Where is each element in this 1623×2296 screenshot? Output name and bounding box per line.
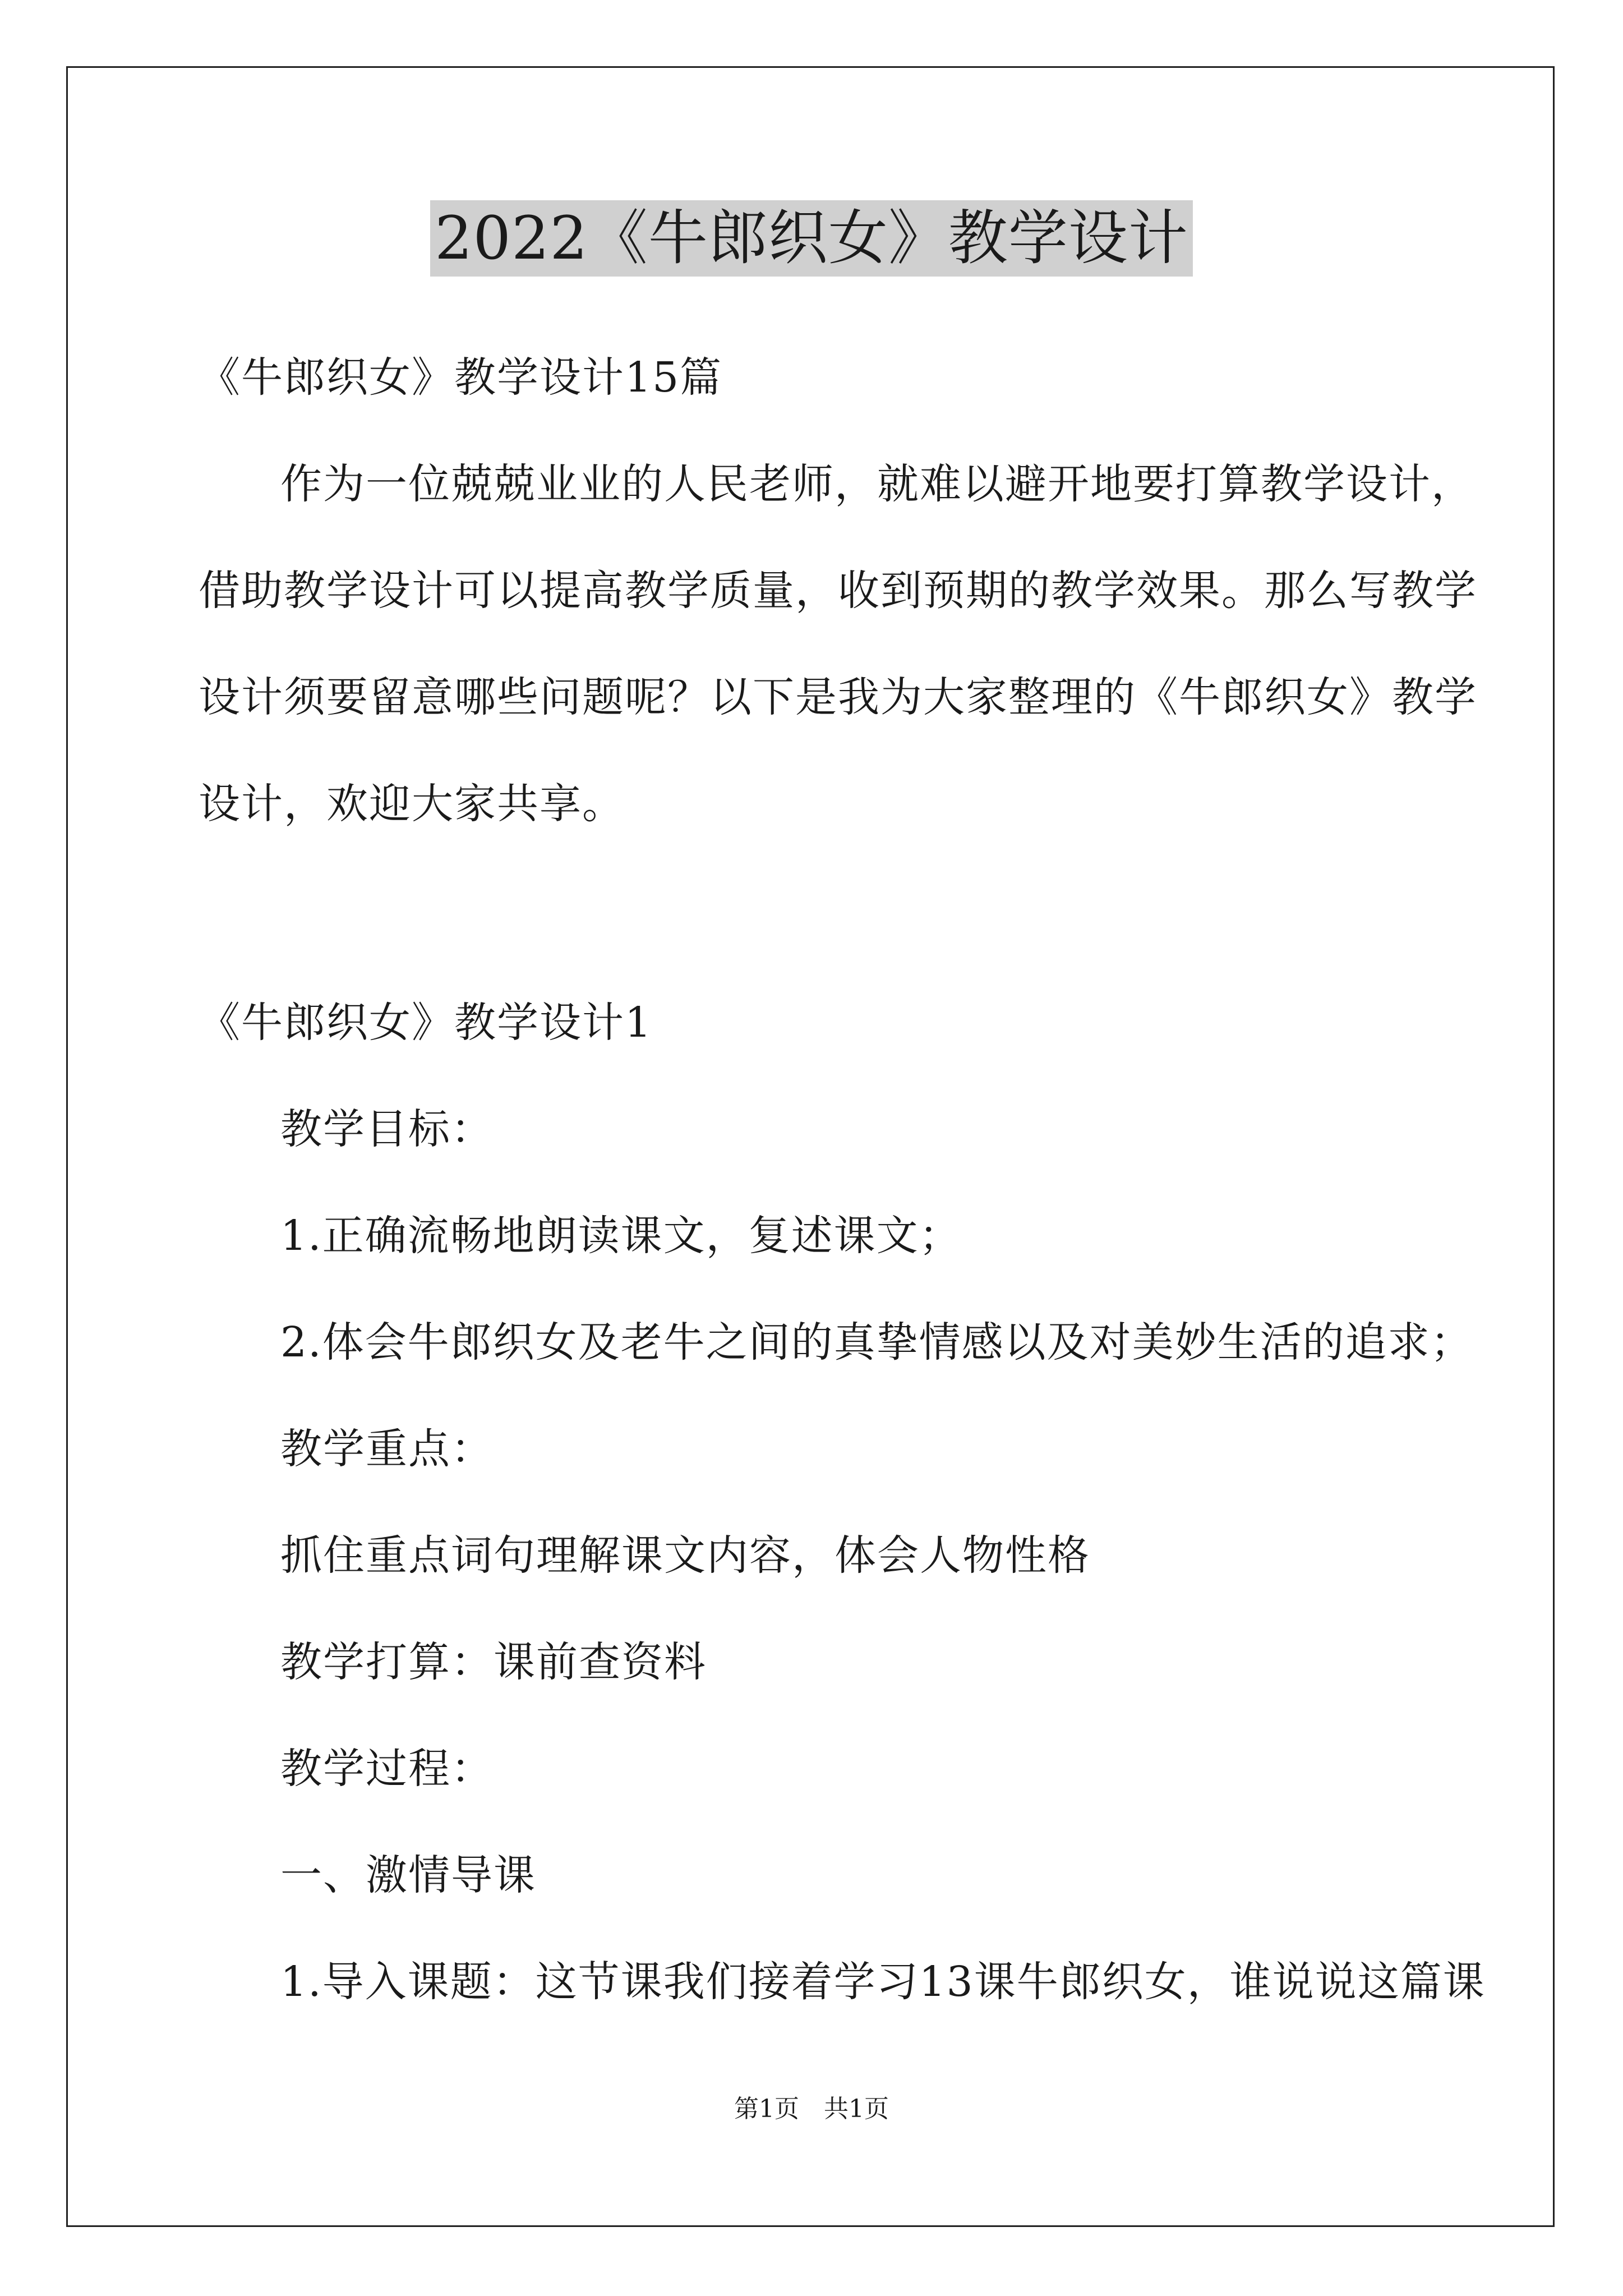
document-title: 2022《牛郎织女》教学设计 bbox=[430, 200, 1193, 277]
intro-line: 作为一位兢兢业业的人民老师，就难以避开地要打算教学设计， bbox=[280, 460, 1474, 508]
body-line: 教学打算：课前查资料 bbox=[280, 1638, 707, 1686]
body-line: 一、激情导课 bbox=[280, 1851, 536, 1899]
body-line: 教学重点： bbox=[280, 1425, 494, 1473]
body-line: 1.导入课题：这节课我们接着学习13课牛郎织女，谁说说这篇课 bbox=[280, 1958, 1486, 2006]
body-line: 1.正确流畅地朗读课文，复述课文； bbox=[280, 1212, 962, 1260]
section-heading: 《牛郎织女》教学设计1 bbox=[199, 999, 653, 1047]
body-line: 教学目标： bbox=[280, 1105, 494, 1153]
body-line: 教学过程： bbox=[280, 1745, 494, 1793]
intro-line: 设计须要留意哪些问题呢？以下是我为大家整理的《牛郎织女》教学 bbox=[199, 673, 1477, 721]
intro-line: 设计，欢迎大家共享。 bbox=[199, 780, 625, 828]
subtitle: 《牛郎织女》教学设计15篇 bbox=[199, 353, 723, 402]
body-line: 2.体会牛郎织女及老牛之间的真挚情感以及对美妙生活的追求； bbox=[280, 1318, 1473, 1366]
title-container bbox=[0, 200, 1623, 277]
intro-line: 借助教学设计可以提高教学质量，收到预期的教学效果。那么写教学 bbox=[199, 567, 1477, 615]
page-footer: 第1页 共1页 bbox=[734, 2095, 889, 2123]
body-line: 抓住重点词句理解课文内容，体会人物性格 bbox=[280, 1531, 1090, 1580]
